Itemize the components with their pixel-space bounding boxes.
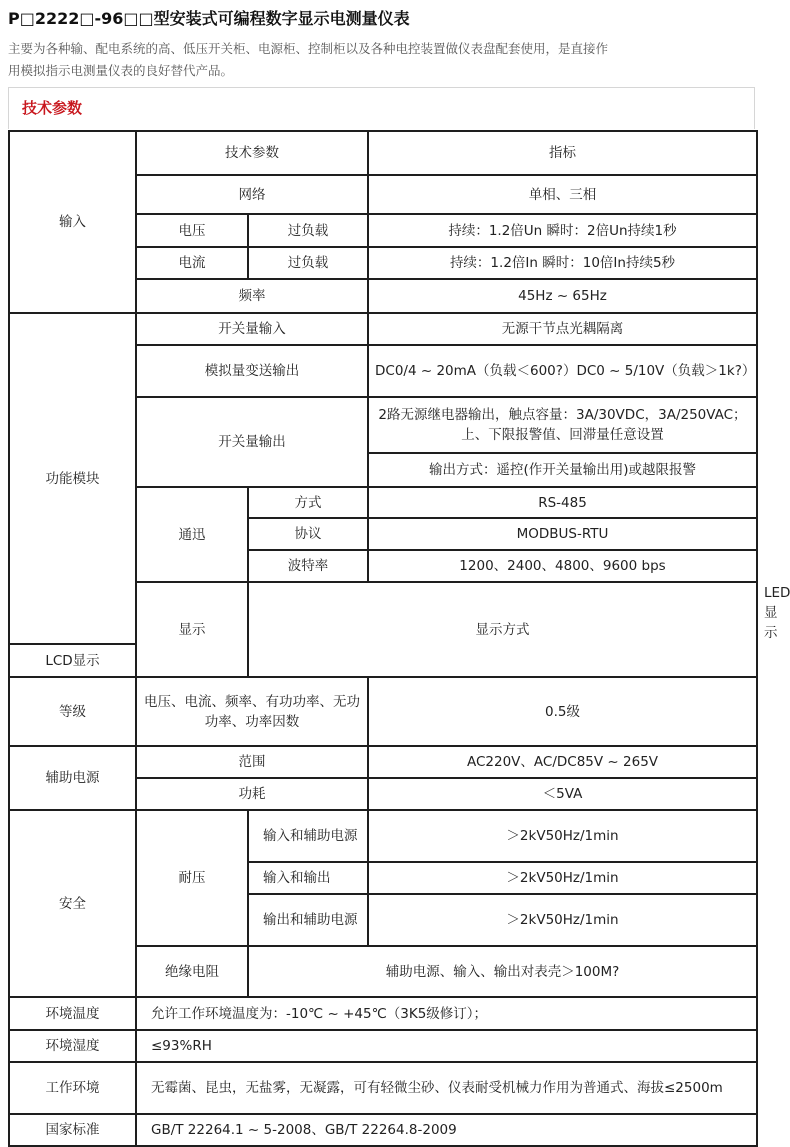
param-comm-protocol: 协议 xyxy=(248,518,368,550)
param-output-aux: 输出和辅助电源 xyxy=(248,894,368,946)
section-title: 技术参数 xyxy=(22,99,83,117)
value-env-humidity: ≤93%RH xyxy=(136,1030,757,1062)
value-comm-baud: 1200、2400、4800、9600 bps xyxy=(368,550,757,582)
label-standard: 国家标准 xyxy=(9,1114,136,1146)
section-header xyxy=(8,87,755,129)
table-row xyxy=(9,810,757,862)
value-switch-output-relay: 2路无源继电器输出，触点容量：3A/30VDC，3A/250VAC；上、下限报警值、回滞量任意设置 xyxy=(368,397,757,453)
value-input-aux: ＞2kV50Hz/1min xyxy=(368,810,757,862)
value-switch-output-mode: 输出方式：遥控(作开关量输出用)或越限报警 xyxy=(368,453,757,487)
group-safety: 安全 xyxy=(9,810,136,997)
value-comm-mode: RS-485 xyxy=(368,487,757,518)
param-insulation: 绝缘电阻 xyxy=(136,946,248,997)
value-frequency: 45Hz ~ 65Hz xyxy=(368,279,757,313)
param-current-overload: 过负载 xyxy=(248,247,368,279)
value-insulation: 辅助电源、输入、输出对表壳＞100M? xyxy=(248,946,757,997)
value-display-lcd: LCD显示 xyxy=(9,644,136,677)
value-aux-range: AC220V、AC/DC85V ~ 265V xyxy=(368,746,757,778)
param-frequency: 频率 xyxy=(136,279,368,313)
table-row xyxy=(9,997,757,1030)
table-row xyxy=(9,313,757,345)
param-comm-mode: 方式 xyxy=(248,487,368,518)
param-grade-items: 电压、电流、频率、有功功率、无功功率、功率因数 xyxy=(136,677,368,746)
param-current: 电流 xyxy=(136,247,248,279)
table-row xyxy=(9,1062,757,1114)
value-grade: 0.5级 xyxy=(368,677,757,746)
value-comm-protocol: MODBUS-RTU xyxy=(368,518,757,550)
param-switch-input: 开关量输入 xyxy=(136,313,368,345)
param-voltage-overload: 过负载 xyxy=(248,214,368,247)
spec-table xyxy=(8,130,790,1147)
value-work-env: 无霉菌、昆虫，无盐雾，无凝露，可有轻微尘砂、仪表耐受机械力作用为普通式、海拔≤2500m xyxy=(136,1062,757,1114)
value-env-temp: 允许工作环境温度为：-10℃ ~ +45℃（3K5级修订）； xyxy=(136,997,757,1030)
group-grade: 等级 xyxy=(9,677,136,746)
group-function: 功能模块 xyxy=(9,313,136,644)
param-comm-baud: 波特率 xyxy=(248,550,368,582)
param-voltage: 电压 xyxy=(136,214,248,247)
header-spec: 指标 xyxy=(368,131,757,175)
value-output-aux: ＞2kV50Hz/1min xyxy=(368,894,757,946)
table-row xyxy=(9,677,757,746)
label-work-env: 工作环境 xyxy=(9,1062,136,1114)
value-input-output: ＞2kV50Hz/1min xyxy=(368,862,757,894)
header-param: 技术参数 xyxy=(136,131,368,175)
param-input-output: 输入和输出 xyxy=(248,862,368,894)
param-switch-output: 开关量输出 xyxy=(136,397,368,487)
table-row xyxy=(9,131,757,175)
label-env-temp: 环境温度 xyxy=(9,997,136,1030)
group-aux-power: 辅助电源 xyxy=(9,746,136,810)
page-title: P□2222□-96□□型安装式可编程数字显示电测量仪表 xyxy=(8,9,410,28)
param-network: 网络 xyxy=(136,175,368,214)
param-display-mode: 显示方式 xyxy=(248,582,757,677)
table-row: 显示 显示方式 LED显示 xyxy=(9,582,757,644)
param-withstand: 耐压 xyxy=(136,810,248,946)
value-aux-power: ＜5VA xyxy=(368,778,757,810)
value-voltage-overload: 持续：1.2倍Un 瞬时：2倍Un持续1秒 xyxy=(368,214,757,247)
param-aux-range: 范围 xyxy=(136,746,368,778)
table-row xyxy=(9,746,757,778)
value-network: 单相、三相 xyxy=(368,175,757,214)
table-row xyxy=(9,1030,757,1062)
label-env-humidity: 环境湿度 xyxy=(9,1030,136,1062)
param-aux-power: 功耗 xyxy=(136,778,368,810)
value-switch-input: 无源干节点光耦隔离 xyxy=(368,313,757,345)
param-input-aux: 输入和辅助电源 xyxy=(248,810,368,862)
param-analog-output: 模拟量变送输出 xyxy=(136,345,368,397)
value-current-overload: 持续：1.2倍In 瞬时：10倍In持续5秒 xyxy=(368,247,757,279)
value-standard: GB/T 22264.1 ~ 5-2008、GB/T 22264.8-2009 xyxy=(136,1114,757,1146)
table-row xyxy=(9,1114,757,1146)
value-analog-output: DC0/4 ~ 20mA（负载＜600?）DC0 ~ 5/10V（负载＞1k?） xyxy=(368,345,757,397)
group-display: 显示 xyxy=(136,582,248,677)
param-comm: 通迅 xyxy=(136,487,248,582)
group-input: 输入 xyxy=(9,131,136,313)
product-description: 主要为各种输、配电系统的高、低压开关柜、电源柜、控制柜以及各种电控装置做仪表盘配套使用，是直接作用模拟指示电测量仪表的良好替代产品。 xyxy=(8,41,609,78)
